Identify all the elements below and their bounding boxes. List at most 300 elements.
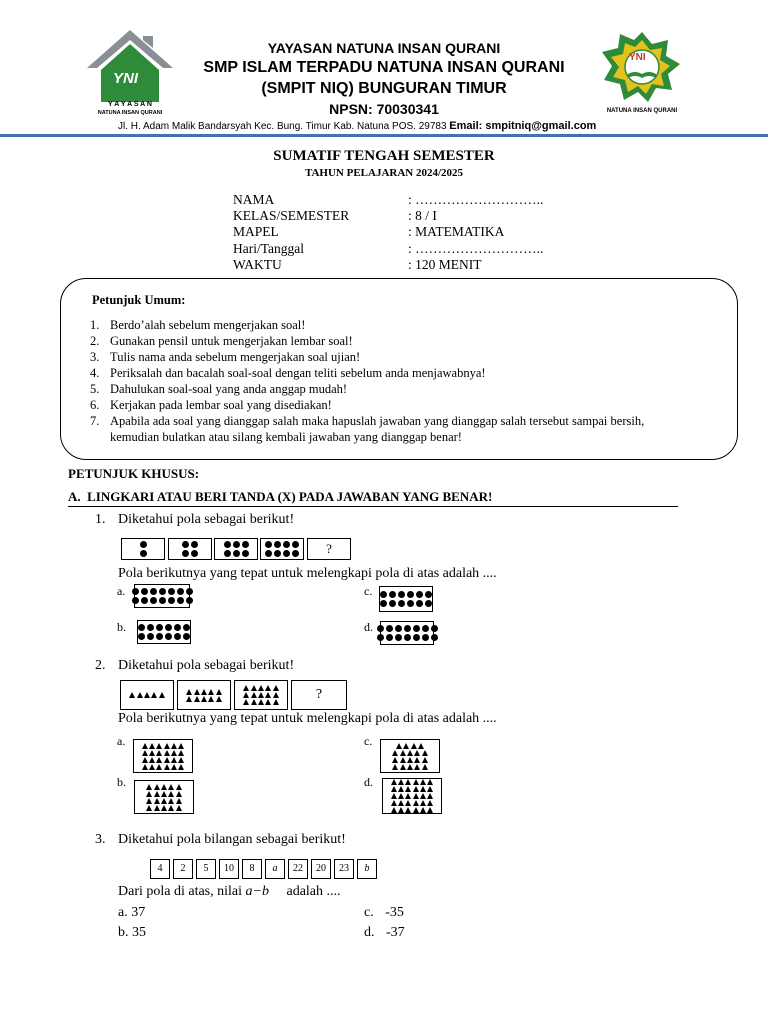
q3-seq-item: 10 bbox=[219, 859, 239, 879]
dot-icon bbox=[431, 625, 438, 632]
triangle-icon bbox=[407, 757, 413, 763]
triangle-icon bbox=[161, 805, 167, 811]
dot-icon bbox=[159, 597, 166, 604]
q1-question-mark: ? bbox=[326, 541, 332, 556]
q3-option-c-label: c. bbox=[364, 905, 374, 920]
triangle-icon bbox=[186, 696, 192, 702]
dot-icon bbox=[389, 600, 396, 607]
triangle-icon bbox=[422, 750, 428, 756]
triangle-icon bbox=[154, 798, 160, 804]
rule-number: 2. bbox=[90, 334, 100, 348]
triangle-icon bbox=[420, 800, 426, 806]
dot-icon bbox=[377, 634, 384, 641]
triangle-icon bbox=[154, 791, 160, 797]
triangle-icon bbox=[142, 764, 148, 770]
q3-seq-item: 2 bbox=[173, 859, 193, 879]
triangle-icon bbox=[156, 757, 162, 763]
school-short-name: (SMPIT NIQ) BUNGURAN TIMUR bbox=[261, 80, 507, 97]
triangle-icon bbox=[194, 696, 200, 702]
field-value-mapel: : MATEMATIKA bbox=[408, 224, 505, 239]
q3-option-d[interactable] bbox=[364, 925, 405, 941]
q2-option-d-box[interactable] bbox=[382, 778, 442, 814]
logo-left-caption-1: Y A Y A S A N bbox=[108, 101, 152, 108]
dot-icon bbox=[395, 625, 402, 632]
dot-icon bbox=[422, 625, 429, 632]
triangle-icon bbox=[161, 791, 167, 797]
triangle-icon bbox=[164, 764, 170, 770]
q1-text: Diketahui pola sebagai berikut! bbox=[118, 512, 295, 527]
triangle-icon bbox=[414, 764, 420, 770]
dot-icon bbox=[165, 624, 172, 631]
dot-icon bbox=[191, 541, 198, 548]
triangle-icon bbox=[137, 692, 143, 698]
q2-text: Diketahui pola sebagai berikut! bbox=[118, 658, 295, 673]
rule-text: Tulis nama anda sebelum mengerjakan soal ujian! bbox=[110, 350, 361, 364]
q1-option-b-label[interactable]: b. bbox=[117, 620, 126, 634]
triangle-icon bbox=[391, 786, 397, 792]
field-label-hari: Hari/Tanggal bbox=[233, 241, 305, 256]
rule-number: 5. bbox=[90, 382, 100, 396]
q3-seq-item: a bbox=[265, 859, 285, 879]
triangle-icon bbox=[391, 779, 397, 785]
triangle-icon bbox=[176, 805, 182, 811]
triangle-icon bbox=[392, 764, 398, 770]
rule-number: 6. bbox=[90, 398, 100, 412]
school-name: SMP ISLAM TERPADU NATUNA INSAN QURANI bbox=[203, 59, 565, 76]
q1-prompt: Pola berikutnya yang tepat untuk melengkapi pola di atas adalah .... bbox=[118, 566, 497, 581]
dot-icon bbox=[407, 600, 414, 607]
star-logo-icon bbox=[598, 30, 686, 108]
triangle-icon bbox=[413, 800, 419, 806]
dot-icon bbox=[274, 541, 281, 548]
triangle-icon bbox=[258, 692, 264, 698]
triangle-icon bbox=[413, 779, 419, 785]
triangle-icon bbox=[420, 807, 426, 813]
triangle-icon bbox=[168, 784, 174, 790]
triangle-icon bbox=[144, 692, 150, 698]
dot-icon bbox=[183, 633, 190, 640]
dot-icon bbox=[150, 588, 157, 595]
q3-option-d-label: d. bbox=[364, 925, 375, 940]
dot-icon bbox=[283, 541, 290, 548]
dot-icon bbox=[165, 633, 172, 640]
q1-option-d-box[interactable] bbox=[380, 621, 434, 645]
rule-number: 4. bbox=[90, 366, 100, 380]
triangle-icon bbox=[208, 689, 214, 695]
triangle-icon bbox=[168, 805, 174, 811]
q2-prompt: Pola berikutnya yang tepat untuk melengkapi pola di atas adalah .... bbox=[118, 711, 497, 726]
rule-number: 7. bbox=[90, 414, 100, 428]
triangle-icon bbox=[400, 750, 406, 756]
q1-option-a-label[interactable]: a. bbox=[117, 584, 126, 598]
dot-icon bbox=[150, 597, 157, 604]
triangle-icon bbox=[201, 689, 207, 695]
triangle-icon bbox=[407, 750, 413, 756]
q3-number: 3. bbox=[95, 832, 106, 847]
q3-option-b-value: 35 bbox=[132, 925, 146, 940]
q3-seq-item: 20 bbox=[311, 859, 331, 879]
triangle-icon bbox=[392, 757, 398, 763]
dot-icon bbox=[224, 550, 231, 557]
q2-pattern-box-3 bbox=[234, 680, 288, 710]
triangle-icon bbox=[400, 764, 406, 770]
rule-text: Periksalah dan bacalah soal-soal dengan teliti sebelum anda menjawabnya! bbox=[110, 366, 486, 380]
dot-icon bbox=[183, 624, 190, 631]
dot-icon bbox=[182, 550, 189, 557]
q3-text: Diketahui pola bilangan sebagai berikut! bbox=[118, 832, 346, 847]
triangle-icon bbox=[265, 699, 271, 705]
dot-icon bbox=[141, 597, 148, 604]
q2-option-a-label[interactable]: a. bbox=[117, 734, 126, 748]
triangle-icon bbox=[149, 757, 155, 763]
triangle-icon bbox=[400, 757, 406, 763]
address-line bbox=[118, 120, 596, 132]
triangle-icon bbox=[427, 793, 433, 799]
q2-pattern-box-question bbox=[291, 680, 347, 710]
dot-icon bbox=[389, 591, 396, 598]
field-label-nama: NAMA bbox=[233, 192, 275, 207]
triangle-icon bbox=[405, 800, 411, 806]
section-a-title: A. LINGKARI ATAU BERI TANDA (X) PADA JAWABAN YANG BENAR! bbox=[68, 489, 493, 504]
triangle-icon bbox=[391, 800, 397, 806]
field-label-waktu: WAKTU bbox=[233, 257, 282, 272]
triangle-icon bbox=[418, 743, 424, 749]
triangle-icon bbox=[413, 807, 419, 813]
dot-icon bbox=[292, 541, 299, 548]
dot-icon bbox=[398, 600, 405, 607]
q1-option-d-label[interactable]: d. bbox=[364, 620, 373, 634]
triangle-icon bbox=[258, 699, 264, 705]
triangle-icon bbox=[176, 798, 182, 804]
dot-icon bbox=[422, 634, 429, 641]
field-label-kelas: KELAS/SEMESTER bbox=[233, 208, 350, 223]
logo-left-text: YNI bbox=[113, 70, 139, 87]
triangle-icon bbox=[178, 757, 184, 763]
triangle-icon bbox=[414, 757, 420, 763]
triangle-icon bbox=[154, 784, 160, 790]
rule-text: Kerjakan pada lembar soal yang disediakan! bbox=[110, 398, 332, 412]
q3-option-d-value: -37 bbox=[386, 925, 405, 940]
dot-icon bbox=[159, 588, 166, 595]
dot-icon bbox=[386, 634, 393, 641]
triangle-icon bbox=[186, 689, 192, 695]
triangle-icon bbox=[142, 750, 148, 756]
triangle-icon bbox=[142, 757, 148, 763]
dot-icon bbox=[380, 591, 387, 598]
triangle-icon bbox=[164, 743, 170, 749]
dot-icon bbox=[233, 550, 240, 557]
triangle-icon bbox=[243, 699, 249, 705]
triangle-icon bbox=[427, 807, 433, 813]
triangle-icon bbox=[176, 791, 182, 797]
triangle-icon bbox=[159, 692, 165, 698]
q2-option-b-label[interactable]: b. bbox=[117, 775, 126, 789]
q2-option-b-box[interactable] bbox=[134, 780, 194, 814]
triangle-icon bbox=[420, 779, 426, 785]
triangle-icon bbox=[156, 764, 162, 770]
dot-icon bbox=[147, 633, 154, 640]
dot-icon bbox=[177, 588, 184, 595]
q3-seq-item: 23 bbox=[334, 859, 354, 879]
dot-icon bbox=[191, 550, 198, 557]
triangle-icon bbox=[273, 692, 279, 698]
dot-icon bbox=[177, 597, 184, 604]
triangle-icon bbox=[171, 743, 177, 749]
triangle-icon bbox=[178, 764, 184, 770]
q2-number: 2. bbox=[95, 658, 106, 673]
triangle-icon bbox=[405, 807, 411, 813]
triangle-icon bbox=[178, 743, 184, 749]
triangle-icon bbox=[251, 685, 257, 691]
triangle-icon bbox=[427, 779, 433, 785]
q3-seq-item: 8 bbox=[242, 859, 262, 879]
dot-icon bbox=[147, 624, 154, 631]
triangle-icon bbox=[414, 750, 420, 756]
triangle-icon bbox=[243, 692, 249, 698]
triangle-icon bbox=[129, 692, 135, 698]
exam-year: TAHUN PELAJARAN 2024/2025 bbox=[304, 167, 464, 179]
dot-icon bbox=[140, 541, 147, 548]
triangle-icon bbox=[161, 784, 167, 790]
section-a-underline bbox=[68, 506, 678, 507]
dot-icon bbox=[242, 541, 249, 548]
triangle-icon bbox=[398, 779, 404, 785]
dot-icon bbox=[168, 597, 175, 604]
field-value-hari: : ……………………….. bbox=[408, 241, 544, 256]
q3-seq-item: 5 bbox=[196, 859, 216, 879]
field-value-kelas: : 8 / I bbox=[408, 208, 437, 223]
triangle-icon bbox=[208, 696, 214, 702]
triangle-icon bbox=[407, 764, 413, 770]
triangle-icon bbox=[411, 743, 417, 749]
dot-icon bbox=[386, 625, 393, 632]
triangle-icon bbox=[216, 689, 222, 695]
triangle-icon bbox=[403, 743, 409, 749]
triangle-icon bbox=[156, 750, 162, 756]
triangle-icon bbox=[273, 685, 279, 691]
rule-text: Apabila ada soal yang dianggap salah maka hapuslah jawaban yang dianggap salah tersebut sampai bersih, kemudian bulatkan atau silang kembali jawaban yang dianggap benar! bbox=[110, 414, 645, 444]
triangle-icon bbox=[413, 793, 419, 799]
exam-title: SUMATIF TENGAH SEMESTER bbox=[273, 148, 495, 164]
logo-left-caption-2: NATUNA INSAN QURANI bbox=[97, 110, 163, 116]
triangle-icon bbox=[164, 757, 170, 763]
triangle-icon bbox=[151, 692, 157, 698]
q3-option-b-label: b. bbox=[118, 925, 129, 940]
field-value-waktu: : 120 MENIT bbox=[408, 257, 482, 272]
q1-option-c-box[interactable] bbox=[379, 586, 433, 612]
q3-option-a-label: a. bbox=[118, 905, 128, 920]
triangle-icon bbox=[265, 692, 271, 698]
triangle-icon bbox=[251, 699, 257, 705]
dot-icon bbox=[186, 597, 193, 604]
triangle-icon bbox=[243, 685, 249, 691]
dot-icon bbox=[380, 600, 387, 607]
triangle-icon bbox=[168, 798, 174, 804]
triangle-icon bbox=[154, 805, 160, 811]
triangle-icon bbox=[161, 798, 167, 804]
q3-prompt-prefix: Dari pola di atas, nilai bbox=[118, 884, 243, 899]
q2-pattern-box-2 bbox=[177, 680, 231, 710]
q3-seq-item: 4 bbox=[150, 859, 170, 879]
dot-icon bbox=[416, 591, 423, 598]
q3-prompt-suffix: adalah .... bbox=[286, 884, 341, 899]
q3-expr: a−b bbox=[245, 884, 269, 899]
triangle-icon bbox=[171, 764, 177, 770]
triangle-icon bbox=[391, 807, 397, 813]
triangle-icon bbox=[405, 786, 411, 792]
q3-option-c[interactable] bbox=[364, 905, 404, 921]
q2-question-mark: ? bbox=[315, 687, 323, 702]
rule-text: Berdo’alah sebelum mengerjakan soal! bbox=[110, 318, 306, 332]
q3-option-a[interactable] bbox=[118, 905, 145, 921]
dot-icon bbox=[265, 541, 272, 548]
field-label-mapel: MAPEL bbox=[233, 224, 279, 239]
q1-pattern-box-question bbox=[307, 538, 351, 560]
triangle-icon bbox=[258, 685, 264, 691]
logo-right-caption: NATUNA INSAN QURANI bbox=[606, 108, 678, 114]
dot-icon bbox=[407, 591, 414, 598]
triangle-icon bbox=[392, 750, 398, 756]
triangle-icon bbox=[396, 743, 402, 749]
triangle-icon bbox=[171, 750, 177, 756]
triangle-icon bbox=[156, 743, 162, 749]
dot-icon bbox=[413, 634, 420, 641]
triangle-icon bbox=[146, 791, 152, 797]
dot-icon bbox=[377, 625, 384, 632]
q1-option-a-box[interactable] bbox=[134, 584, 190, 608]
logo-right-text: YNI bbox=[629, 52, 646, 63]
q3-seq-item: 22 bbox=[288, 859, 308, 879]
q2-option-d-label[interactable]: d. bbox=[364, 775, 373, 789]
q3-option-b[interactable] bbox=[118, 925, 146, 941]
dot-icon bbox=[132, 597, 139, 604]
q2-option-c-label[interactable]: c. bbox=[364, 734, 373, 748]
dot-icon bbox=[283, 550, 290, 557]
rule-number: 1. bbox=[90, 318, 100, 332]
triangle-icon bbox=[142, 743, 148, 749]
triangle-icon bbox=[194, 689, 200, 695]
rule-text: Dahulukan soal-soal yang anda anggap mudah! bbox=[110, 382, 348, 396]
field-value-nama: : ……………………….. bbox=[408, 192, 544, 207]
triangle-icon bbox=[178, 750, 184, 756]
rule-text: Gunakan pensil untuk mengerjakan lembar soal! bbox=[110, 334, 353, 348]
triangle-icon bbox=[146, 805, 152, 811]
q2-option-a-box[interactable] bbox=[133, 739, 193, 773]
triangle-icon bbox=[398, 807, 404, 813]
dot-icon bbox=[140, 550, 147, 557]
triangle-icon bbox=[420, 786, 426, 792]
general-rules-title: Petunjuk Umum: bbox=[92, 293, 186, 307]
triangle-icon bbox=[420, 793, 426, 799]
header-divider bbox=[0, 134, 768, 137]
triangle-icon bbox=[216, 696, 222, 702]
triangle-icon bbox=[405, 779, 411, 785]
triangle-icon bbox=[251, 692, 257, 698]
dot-icon bbox=[416, 600, 423, 607]
dot-icon bbox=[138, 633, 145, 640]
triangle-icon bbox=[146, 798, 152, 804]
dot-icon bbox=[141, 588, 148, 595]
dot-icon bbox=[431, 634, 438, 641]
email: Email: smpitniq@gmail.com bbox=[449, 120, 597, 132]
dot-icon bbox=[224, 541, 231, 548]
dot-icon bbox=[292, 550, 299, 557]
dot-icon bbox=[425, 600, 432, 607]
dot-icon bbox=[398, 591, 405, 598]
dot-icon bbox=[168, 588, 175, 595]
dot-icon bbox=[138, 624, 145, 631]
dot-icon bbox=[186, 588, 193, 595]
triangle-icon bbox=[422, 764, 428, 770]
logo-right bbox=[598, 30, 686, 118]
dot-icon bbox=[395, 634, 402, 641]
triangle-icon bbox=[391, 793, 397, 799]
address: Jl. H. Adam Malik Bandarsyah Kec. Bung. Timur Kab. Natuna POS. 29783 bbox=[118, 121, 447, 132]
triangle-icon bbox=[398, 786, 404, 792]
dot-icon bbox=[233, 541, 240, 548]
dot-icon bbox=[242, 550, 249, 557]
q1-option-c-label[interactable]: c. bbox=[364, 584, 373, 598]
dot-icon bbox=[132, 588, 139, 595]
special-title: PETUNJUK KHUSUS: bbox=[68, 466, 200, 481]
triangle-icon bbox=[201, 696, 207, 702]
triangle-icon bbox=[398, 793, 404, 799]
dot-icon bbox=[413, 625, 420, 632]
dot-icon bbox=[174, 633, 181, 640]
triangle-icon bbox=[405, 793, 411, 799]
q3-option-a-value: 37 bbox=[131, 905, 146, 920]
dot-icon bbox=[425, 591, 432, 598]
triangle-icon bbox=[398, 800, 404, 806]
q3-seq-item: b bbox=[357, 859, 377, 879]
triangle-icon bbox=[164, 750, 170, 756]
npsn: NPSN: 70030341 bbox=[329, 101, 439, 117]
q1-pattern-box-1 bbox=[121, 538, 165, 560]
triangle-icon bbox=[265, 685, 271, 691]
q1-pattern-box-4 bbox=[260, 538, 304, 560]
dot-icon bbox=[404, 625, 411, 632]
q2-pattern-box-1 bbox=[120, 680, 174, 710]
dot-icon bbox=[182, 541, 189, 548]
triangle-icon bbox=[427, 800, 433, 806]
triangle-icon bbox=[273, 699, 279, 705]
triangle-icon bbox=[171, 757, 177, 763]
triangle-icon bbox=[146, 784, 152, 790]
q1-option-b-box[interactable] bbox=[137, 620, 191, 644]
dot-icon bbox=[265, 550, 272, 557]
triangle-icon bbox=[413, 786, 419, 792]
q1-pattern-box-3 bbox=[214, 538, 258, 560]
dot-icon bbox=[174, 624, 181, 631]
triangle-icon bbox=[168, 791, 174, 797]
triangle-icon bbox=[149, 743, 155, 749]
q1-number: 1. bbox=[95, 512, 106, 527]
dot-icon bbox=[156, 624, 163, 631]
dot-icon bbox=[156, 633, 163, 640]
triangle-icon bbox=[176, 784, 182, 790]
q2-option-c-box[interactable] bbox=[380, 739, 440, 773]
q1-pattern-box-2 bbox=[168, 538, 212, 560]
triangle-icon bbox=[149, 764, 155, 770]
triangle-icon bbox=[422, 757, 428, 763]
rule-number: 3. bbox=[90, 350, 100, 364]
q3-prompt bbox=[118, 884, 341, 900]
dot-icon bbox=[404, 634, 411, 641]
dot-icon bbox=[274, 550, 281, 557]
triangle-icon bbox=[427, 786, 433, 792]
foundation-name: YAYASAN NATUNA INSAN QURANI bbox=[267, 40, 501, 56]
triangle-icon bbox=[149, 750, 155, 756]
